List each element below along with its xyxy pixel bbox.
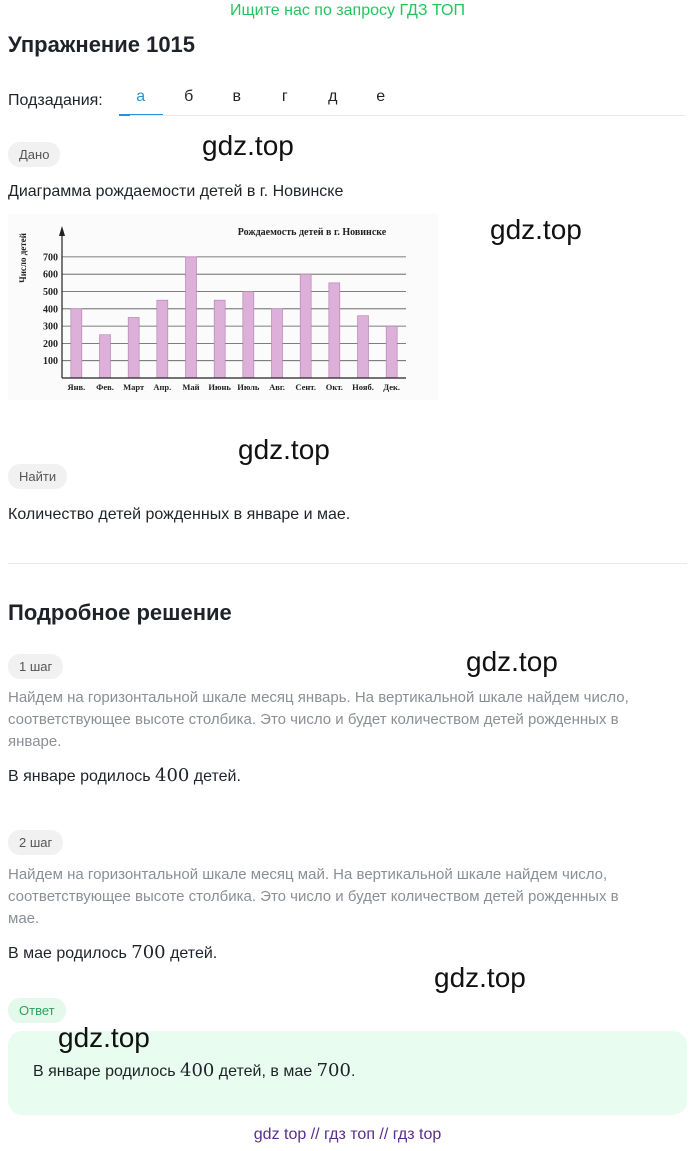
y-tick-label: 100 [43,356,58,368]
bar [272,309,283,378]
tab-g[interactable]: г [281,88,288,105]
y-tick-label: 600 [43,269,58,281]
given-text: Диаграмма рождаемости детей в г. Новинске [8,183,344,200]
watermark: gdz.top [490,214,582,245]
step-1-text: Найдем на горизонтальной шкале месяц январь. На вертикальной шкале найдем число, соответствующее высоте столбика. Это число и будет количеством детей рожденных в январе. [8,689,629,750]
x-tick-label: Май [182,382,200,392]
x-tick-label: Июль [237,382,260,392]
y-tick-label: 300 [43,321,58,333]
x-tick-label: Март [123,382,145,392]
y-tick-label: 700 [43,252,58,264]
tab-e[interactable]: е [376,88,386,105]
section-divider [8,563,687,564]
bar [358,316,369,378]
subtasks-nav [8,86,405,116]
bar [300,274,311,378]
x-tick-label: Фев. [96,382,114,392]
bar [71,309,82,378]
search-banner: Ищите нас по запросу ГДЗ ТОП [230,2,465,19]
watermark: gdz.top [466,646,558,677]
tab-b[interactable]: б [184,88,194,105]
find-text: Количество детей рожденных в январе и мае. [8,506,351,523]
x-tick-label: Янв. [67,382,86,392]
x-tick-label: Апр. [153,382,172,392]
y-tick-label: 400 [43,304,58,316]
x-tick-label: Июнь [208,382,231,392]
bar [100,335,111,378]
step-2-badge: 2 шаг [8,830,63,855]
subtasks-underline [130,115,685,116]
y-tick-label: 200 [43,338,58,350]
x-tick-label: Сент. [295,382,316,392]
watermark: gdz.top [202,130,294,161]
bar [186,257,197,378]
bar [329,283,340,378]
x-tick-label: Окт. [325,382,343,392]
step-2-result: В мае родилось 700 детей. [8,942,218,963]
chart-ylabel: Число детей [18,233,28,283]
tab-v[interactable]: в [232,88,241,105]
given-badge: Дано [8,142,60,167]
footer-links[interactable]: gdz top // гдз топ // гдз top [253,1126,442,1143]
watermark: gdz.top [58,1022,150,1053]
bar [128,317,139,378]
x-tick-label: Нояб. [352,382,374,392]
answer-text: В январе родилось 400 детей, в мае 700. [33,1060,356,1081]
step-1-badge: 1 шаг [8,654,63,679]
tab-a[interactable]: а [117,86,165,116]
bar [243,292,254,379]
step-1-result: В январе родилось 400 детей. [8,765,241,786]
watermark: gdz.top [238,434,330,465]
bar [157,300,168,378]
x-tick-label: Авг. [269,382,285,392]
tab-d[interactable]: д [328,88,338,105]
bar [386,326,397,378]
watermark: gdz.top [434,962,526,993]
solution-title: Подробное решение [8,600,232,625]
subtasks-label: Подзадания: [8,92,103,109]
chart-title: Рождаемость детей в г. Новинске [237,227,387,238]
bar [214,300,225,378]
step-2-text: Найдем на горизонтальной шкале месяц май. На вертикальной шкале найдем число, соответствующее высоте столбика. Это число и будет количеством детей рожденных в мае. [8,866,619,927]
x-tick-label: Дек. [383,382,401,392]
y-tick-label: 500 [43,287,58,298]
find-badge: Найти [8,464,67,489]
answer-badge: Ответ [8,998,66,1023]
birth-rate-chart [8,214,438,400]
page-title: Упражнение 1015 [8,32,196,57]
